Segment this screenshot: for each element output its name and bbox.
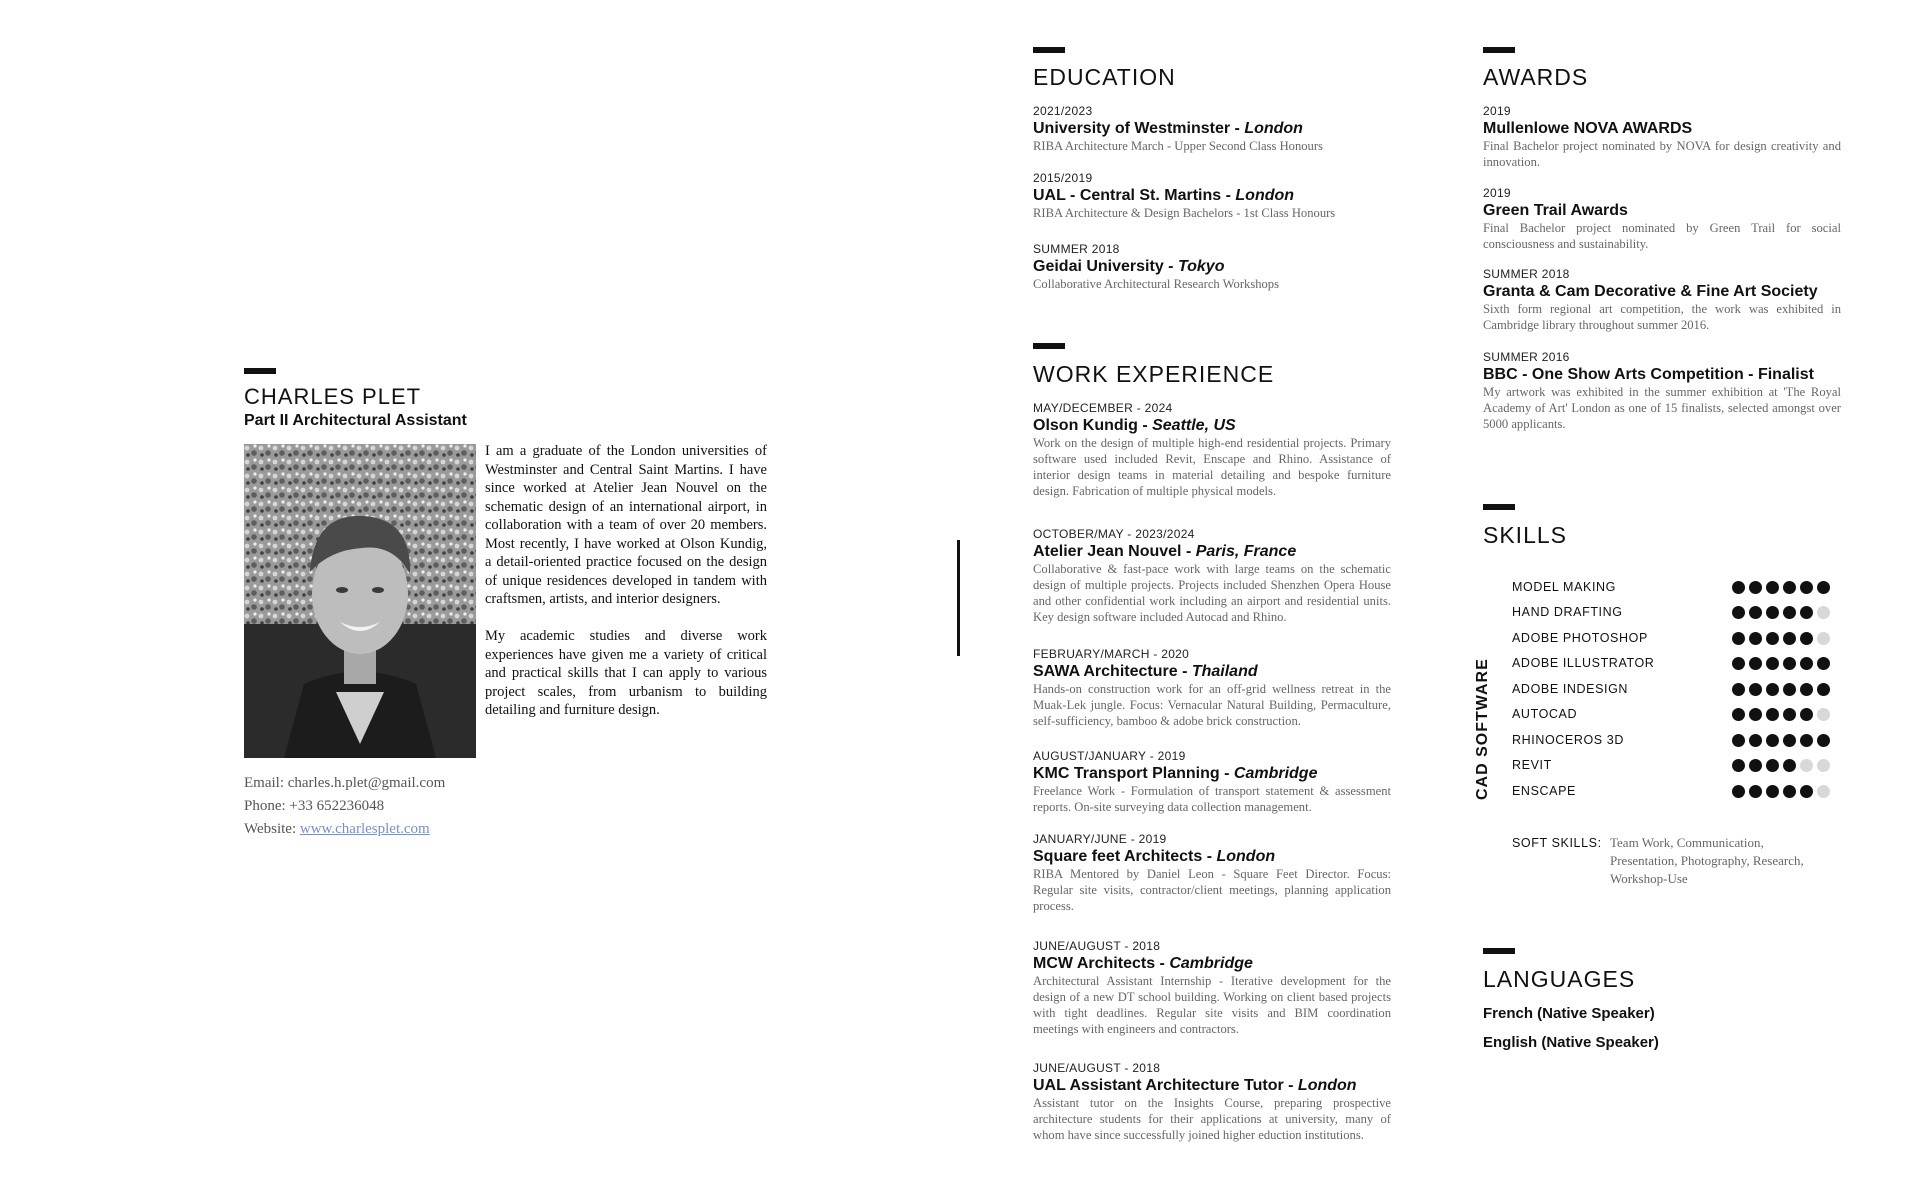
entry-org: Atelier Jean Nouvel - Paris, France [1033,543,1297,560]
profile-name: CHARLES PLET [244,384,422,409]
contact-phone: Phone: +33 652236048 [244,798,385,814]
skill-dot-filled [1800,785,1813,798]
website-link[interactable]: www.charlesplet.com [299,821,430,837]
skill-dot-filled [1732,581,1745,594]
education-entry [1033,171,1373,221]
entry-desc: Work on the design of multiple high-end residential projects. Primary software used included Revit, Enscape and Rhino. Assistance of interior design teams in material detailing and bespoke furniture design. Fabrication of multiple physical models. [1033,436,1391,498]
entry-date: SUMMER 2018 [1483,267,1570,281]
work-accent-bar [1033,343,1065,349]
skill-dot-filled [1749,657,1762,670]
entry-org: UAL - Central St. Martins - London [1033,187,1295,204]
profile-bio [485,442,767,720]
skill-dot-filled [1817,657,1830,670]
work-entry [1033,647,1391,729]
skill-dot-filled [1766,581,1779,594]
entry-date: AUGUST/JANUARY - 2019 [1033,749,1186,763]
skill-dot-filled [1766,657,1779,670]
skill-level-dots [1732,708,1830,721]
skill-name: ADOBE INDESIGN [1512,682,1629,696]
entry-org: University of Westminster - London [1033,120,1303,137]
entry-date: SUMMER 2018 [1033,242,1120,256]
entry-org: Geidai University - Tokyo [1033,258,1225,275]
profile-role: Part II Architectural Assistant [244,412,467,429]
skill-dot-filled [1783,708,1796,721]
award-entry [1483,350,1841,432]
skill-name: REVIT [1512,758,1552,772]
skill-dot-empty [1817,759,1830,772]
work-entry [1033,749,1391,815]
entry-date: FEBRUARY/MARCH - 2020 [1033,647,1190,661]
skill-row [1512,631,1842,651]
skill-row [1512,784,1842,804]
skill-row [1512,707,1842,727]
award-entry [1483,186,1841,252]
contact-website [244,818,445,841]
entry-desc: RIBA Mentored by Daniel Leon - Square Feet Director. Focus: Regular site visits, contractor/client meetings, planning application process. [1033,867,1391,913]
entry-date: JUNE/AUGUST - 2018 [1033,1061,1161,1075]
entry-desc: My artwork was exhibited in the summer exhibition at 'The Royal Academy of Art' London as one of 15 finalists, selected amongst over 5000 applicants. [1483,385,1841,431]
entry-desc: Freelance Work - Formulation of transport statement & assessment reports. On-site surveying data collection management. [1033,784,1391,814]
website-label: Website: [244,821,300,837]
skill-dot-filled [1800,734,1813,747]
skill-dot-filled [1766,785,1779,798]
skill-dot-filled [1783,734,1796,747]
skill-dot-filled [1732,606,1745,619]
portrait-illustration [244,444,476,758]
skill-dot-filled [1732,657,1745,670]
skill-name: MODEL MAKING [1512,580,1616,594]
skill-dot-filled [1749,632,1762,645]
skill-level-dots [1732,759,1830,772]
entry-desc: Collaborative Architectural Research Workshops [1033,277,1280,291]
skill-dot-filled [1783,785,1796,798]
entry-date: OCTOBER/MAY - 2023/2024 [1033,527,1195,541]
skill-level-dots [1732,632,1830,645]
skill-name: HAND DRAFTING [1512,605,1623,619]
entry-desc: RIBA Architecture March - Upper Second Class Honours [1033,139,1323,153]
entry-date: SUMMER 2016 [1483,350,1570,364]
skill-name: RHINOCEROS 3D [1512,733,1624,747]
skill-name: AUTOCAD [1512,707,1578,721]
skill-dot-filled [1817,734,1830,747]
skill-name: ADOBE ILLUSTRATOR [1512,656,1655,670]
entry-org: BBC - One Show Arts Competition - Finalist [1483,366,1814,383]
skill-dot-filled [1766,683,1779,696]
skill-dot-filled [1817,683,1830,696]
languages-accent-bar [1483,948,1515,954]
language-item: English (Native Speaker) [1483,1034,1659,1051]
entry-date: 2019 [1483,186,1511,200]
skill-dot-filled [1783,606,1796,619]
entry-org: MCW Architects - Cambridge [1033,955,1253,972]
skill-dot-filled [1800,708,1813,721]
entry-org: UAL Assistant Architecture Tutor - London [1033,1077,1357,1094]
bio-paragraph: I am a graduate of the London universities of Westminster and Central Saint Martins. I have since worked at Atelier Jean Nouvel on the schematic design of an international airport, in collaboration with a team of over 20 members. Most recently, I have worked at Olson Kundig, a detail-oriented practice focused on the design of unique residences developed in tandem with craftsmen, artists, and interior designers. [485,443,767,607]
entry-org: SAWA Architecture - Thailand [1033,663,1258,680]
contact-block [244,772,445,841]
skill-dot-filled [1783,581,1796,594]
cad-software-label: CAD SOFTWARE [1474,658,1491,800]
skill-dot-empty [1817,632,1830,645]
skill-dot-filled [1766,606,1779,619]
entry-desc: Hands-on construction work for an off-grid wellness retreat in the Muak-Lek jungle. Focus: Vernacular Natural Building, Permaculture, self-sufficiency, bamboo & adobe brick construction. [1033,682,1391,728]
skill-dot-filled [1732,759,1745,772]
skill-dot-filled [1749,581,1762,594]
profile-accent-bar [244,368,276,374]
skill-dot-filled [1732,683,1745,696]
skill-dot-empty [1800,759,1813,772]
award-entry [1483,267,1841,333]
work-entry [1033,401,1391,499]
skills-heading: SKILLS [1483,522,1567,548]
entry-org: KMC Transport Planning - Cambridge [1033,765,1318,782]
skill-row [1512,733,1842,753]
entry-desc: Sixth form regional art competition, the work was exhibited in Cambridge library throughout summer 2016. [1483,302,1841,332]
bio-paragraph: My academic studies and diverse work experiences have given me a variety of critical and practical skills that I can apply to various project scales, from urbanism to building detailing and furniture design. [485,628,767,718]
education-entry [1033,104,1373,154]
contact-email: Email: charles.h.plet@gmail.com [244,775,446,791]
entry-desc: Architectural Assistant Internship - Iterative development for the design of a new DT school building. Working on client based projects with tight deadlines. Regular site visits and BIM coordination meetings with engineers and contractors. [1033,974,1391,1036]
languages-heading: LANGUAGES [1483,966,1636,992]
entry-desc: RIBA Architecture & Design Bachelors - 1st Class Honours [1033,206,1336,220]
skill-dot-filled [1800,657,1813,670]
entry-desc: Collaborative & fast-pace work with large teams on the schematic design of multiple projects. Projects included Shenzhen Opera House and other confidential work including an airport and residential units. Key design software included Autocad and Rhino. [1033,562,1391,624]
work-entry [1033,939,1391,1037]
award-entry [1483,104,1841,170]
skill-dot-filled [1749,734,1762,747]
skill-dot-filled [1732,632,1745,645]
education-heading: EDUCATION [1033,64,1176,90]
skill-dot-filled [1749,785,1762,798]
skill-dot-filled [1783,683,1796,696]
entry-date: 2015/2019 [1033,171,1093,185]
skill-name: ENSCAPE [1512,784,1576,798]
entry-org: Granta & Cam Decorative & Fine Art Society [1483,283,1818,300]
entry-date: JUNE/AUGUST - 2018 [1033,939,1161,953]
soft-skills-label: SOFT SKILLS: [1512,836,1602,850]
profile-photo [244,444,476,758]
skill-dot-filled [1800,606,1813,619]
entry-date: MAY/DECEMBER - 2024 [1033,401,1173,415]
skill-dot-filled [1800,632,1813,645]
skill-dot-filled [1766,708,1779,721]
entry-desc: Assistant tutor on the Insights Course, preparing prospective architecture students for their applications at university, many of whom have since successfully joined higher eduction institutions. [1033,1096,1391,1142]
skill-dot-filled [1783,632,1796,645]
work-entry [1033,527,1391,625]
education-entry [1033,242,1373,292]
entry-org: Green Trail Awards [1483,202,1628,219]
skill-row [1512,656,1842,676]
skill-name: ADOBE PHOTOSHOP [1512,631,1648,645]
skill-dot-filled [1732,785,1745,798]
skill-dot-filled [1749,683,1762,696]
skills-accent-bar [1483,504,1515,510]
skill-level-dots [1732,581,1830,594]
skill-dot-filled [1749,708,1762,721]
entry-date: 2019 [1483,104,1511,118]
entry-date: JANUARY/JUNE - 2019 [1033,832,1167,846]
skill-dot-filled [1766,632,1779,645]
work-heading: WORK EXPERIENCE [1033,361,1275,387]
skill-dot-filled [1766,734,1779,747]
soft-skills-value: Team Work, Communication, Presentation, Photography, Research, Workshop-Use [1610,835,1804,886]
skill-row [1512,605,1842,625]
skill-row [1512,758,1842,778]
page-divider [957,540,960,656]
work-entry [1033,1061,1391,1143]
skill-dot-filled [1817,581,1830,594]
skill-dot-filled [1800,683,1813,696]
skill-level-dots [1732,657,1830,670]
entry-org: Mullenlowe NOVA AWARDS [1483,120,1693,137]
entry-date: 2021/2023 [1033,104,1093,118]
entry-desc: Final Bachelor project nominated by NOVA for design creativity and innovation. [1483,139,1841,169]
skill-dot-filled [1783,759,1796,772]
awards-heading: AWARDS [1483,64,1589,90]
language-item: French (Native Speaker) [1483,1005,1655,1022]
skill-level-dots [1732,785,1830,798]
skill-dot-filled [1749,759,1762,772]
skill-dot-filled [1749,606,1762,619]
skill-dot-filled [1766,759,1779,772]
skill-dot-empty [1817,606,1830,619]
skill-dot-empty [1817,708,1830,721]
skill-row [1512,580,1842,600]
work-entry [1033,832,1391,914]
entry-org: Square feet Architects - London [1033,848,1276,865]
skill-dot-empty [1817,785,1830,798]
skill-dot-filled [1800,581,1813,594]
skill-row [1512,682,1842,702]
education-accent-bar [1033,47,1065,53]
entry-desc: Final Bachelor project nominated by Green Trail for social consciousness and sustainability. [1483,221,1841,251]
entry-org: Olson Kundig - Seattle, US [1033,417,1236,434]
skill-dot-filled [1783,657,1796,670]
skill-level-dots [1732,734,1830,747]
skill-level-dots [1732,606,1830,619]
skill-level-dots [1732,683,1830,696]
skill-dot-filled [1732,708,1745,721]
skill-dot-filled [1732,734,1745,747]
awards-accent-bar [1483,47,1515,53]
